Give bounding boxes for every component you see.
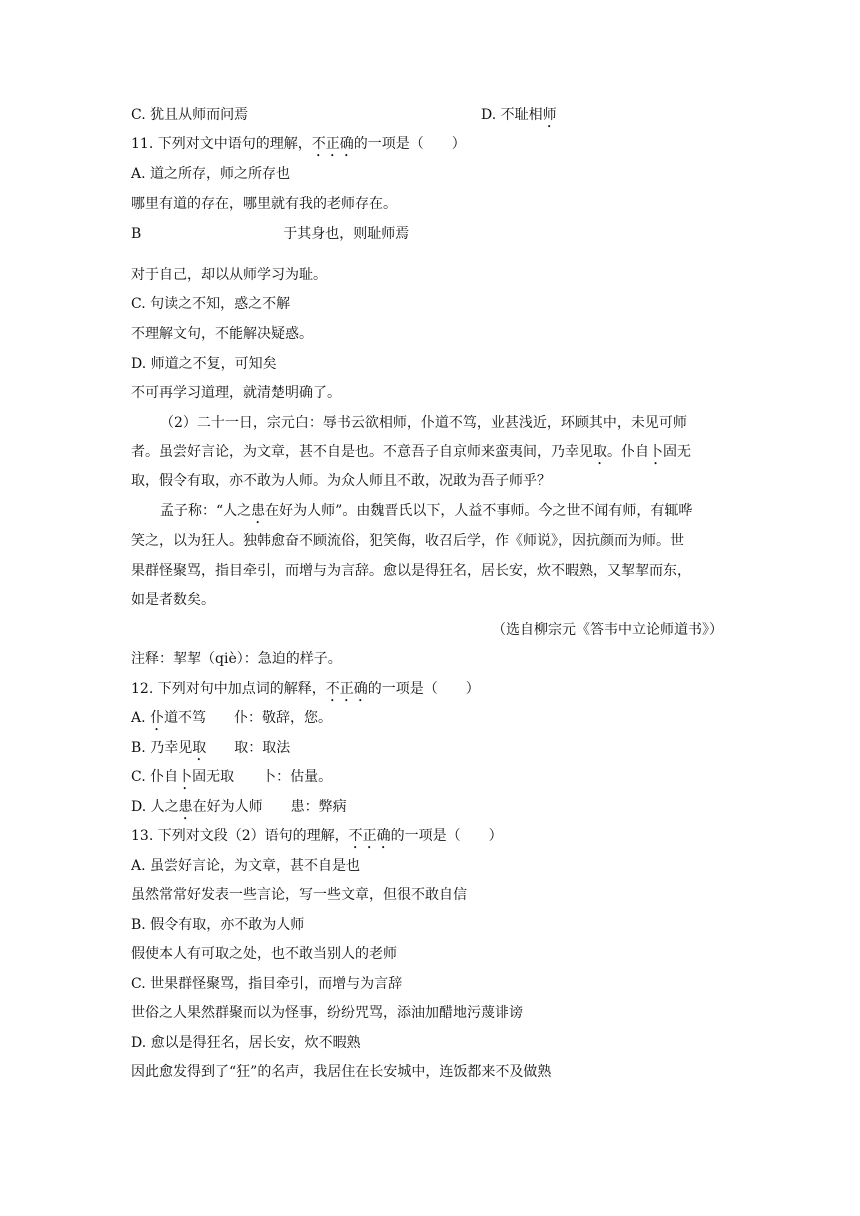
q13-stem: 13. 下列对文段（2）语句的理解，不正确的一项是（ ） (131, 828, 503, 844)
passage2-note: 注释：挈挈（qiè）：急迫的样子。 (131, 651, 342, 667)
q11-option-b-translation: 对于自己，却以从师学习为耻。 (131, 267, 327, 283)
q13-option-d-translation: 因此愈发得到了“狂”的名声，我居住在长安城中，连饭都来不及做熟 (131, 1064, 552, 1080)
q13-option-a-translation: 虽然常常好发表一些言论，写一些文章，但很不敢自信 (131, 887, 467, 903)
q13-option-c: C. 世果群怪聚骂，指目牵引，而增与为言辞 (131, 976, 403, 992)
q13-option-b: B. 假令有取，亦不敢为人师 (131, 917, 305, 933)
q13-option-d: D. 愈以是得狂名，居长安，炊不暇熟 (131, 1035, 361, 1051)
passage2-line-1: （2）二十一日，宗元白：辱书云欲相师，仆道不笃，业甚浅近，环顾其中，未见可师 (160, 415, 687, 431)
passage2-line-5: 笑之，以为狂人。独韩愈奋不顾流俗，犯笑侮，收召后学，作《师说》，因抗颜而为师。世 (131, 533, 684, 549)
passage2-line-3: 取，假令有取，亦不敢为人师。为众人师且不敢，况敢为吾子师乎？ (131, 473, 551, 489)
q11-option-c-translation: 不理解文句，不能解决疑惑。 (131, 326, 313, 342)
q11-option-c: C. 句读之不知，惑之不解 (131, 296, 291, 312)
q11-option-a-translation: 哪里有道的存在，哪里就有我的老师存在。 (131, 196, 397, 212)
passage2-line-4: 孟子称：“人之患在好为人师”。由魏晋氏以下，人益不事师。今之世不闻有师，有辄哗 (160, 503, 693, 519)
q11-stem: 11. 下列对文中语句的理解，不正确的一项是（ ） (131, 136, 466, 152)
q10-option-d: D. 不耻相师 (481, 107, 557, 123)
q13-option-a: A. 虽尝好言论，为文章，甚不自是也 (131, 858, 361, 874)
q10-option-c: C. 犹且从师而问焉 (131, 107, 249, 123)
q12-option-b: B. 乃幸见取 取：取法 (131, 740, 291, 756)
q11-option-d-translation: 不可再学习道理，就清楚明确了。 (131, 385, 341, 401)
passage2-line-2: 者。虽尝好言论，为文章，甚不自是也。不意吾子自京师来蛮夷间，乃幸见取。仆自卜固无 (131, 444, 691, 460)
q11-option-b: B 于其身也，则耻师焉 (131, 226, 410, 242)
q13-option-b-translation: 假使本人有可取之处，也不敢当别人的老师 (131, 946, 397, 962)
passage2-line-6: 果群怪聚骂，指目牵引，而增与为言辞。愈以是得狂名，居长安，炊不暇熟，又挈挈而东， (131, 563, 691, 579)
q12-stem: 12. 下列对句中加点词的解释，不正确的一项是（ ） (131, 681, 480, 697)
q12-option-d: D. 人之患在好为人师 患：弊病 (131, 799, 347, 815)
q11-option-a: A. 道之所存，师之所存也 (131, 166, 291, 182)
q12-option-a: A. 仆道不笃 仆：敬辞，您。 (131, 710, 333, 726)
q13-option-c-translation: 世俗之人果然群聚而以为怪事，纷纷咒骂，添油加醋地污蔑诽谤 (131, 1005, 523, 1021)
q11-option-d: D. 师道之不复，可知矣 (131, 356, 277, 372)
q12-option-c: C. 仆自卜固无取 卜：估量。 (131, 769, 333, 785)
passage2-line-7: 如是者数矣。 (131, 592, 215, 608)
passage2-source: （选自柳宗元《答韦中立论师道书》） (492, 622, 723, 638)
